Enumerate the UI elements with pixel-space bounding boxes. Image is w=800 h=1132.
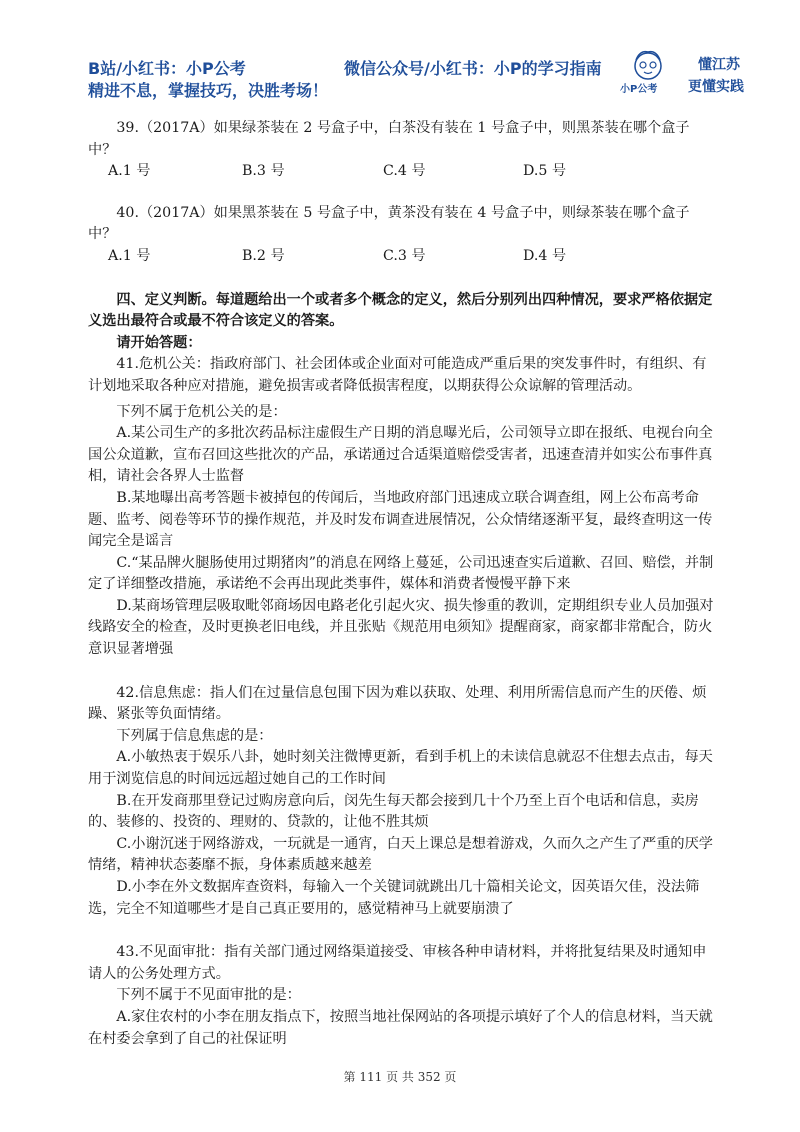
q42-question: 下列属于信息焦虑的是： — [116, 727, 273, 744]
q40-option-d: D.4 号 — [523, 247, 567, 264]
section-instruction: 四、定义判断。每道题给出一个或者多个概念的定义，然后分别列出四种情况，要求严格依据定义选出最符合或最不符合该定义的答案。 — [88, 291, 713, 330]
q43-definition: 43.不见面审批：指有关部门通过网络渠道接受、审核各种申请材料，并将批复结果及时通知申请人的公务处理方式。 — [88, 944, 707, 982]
slogan-line-1: 懂江苏 — [698, 57, 740, 73]
slogan-line-2: 更懂实践 — [688, 79, 744, 95]
q39-option-b: B.3 号 — [242, 163, 285, 180]
header-center — [344, 58, 602, 80]
q41-option-a: A.某公司生产的多批次药品标注虚假生产日期的消息曝光后，公司领导立即在报纸、电视台向全国公众道歉，宣布召回这些批次的产品，承诺通过合适渠道赔偿受害者，迅速查清并如实公布事件真相，请社会各界人士监督 — [88, 425, 713, 485]
header-brand: B站/小红书：小P公考 — [88, 59, 246, 78]
document-body — [88, 118, 714, 1050]
header-wechat: 微信公众号/小红书：小P的学习指南 — [344, 59, 602, 78]
header-slogan — [688, 54, 744, 98]
q40-stem: 40.（2017A）如果黑茶装在 5 号盒子中，黄茶没有装在 4 号盒子中，则绿茶装在哪个盒子中？ — [88, 204, 690, 243]
logo-caption: 小P公考 — [620, 84, 658, 95]
q40-option-a: A.1 号 — [108, 247, 151, 264]
q40-options — [88, 246, 714, 268]
q39-options — [88, 161, 714, 183]
q41-option-d: D.某商场管理层吸取毗邻商场因电路老化引起火灾、损失惨重的教训，定期组织专业人员加强对线路安全的检查，及时更换老旧电线，并且张贴《规范用电须知》提醒商家，商家都非常配合，防火意识显著增强 — [88, 597, 714, 658]
q42-option-a: A.小敏热衷于娱乐八卦，她时刻关注微博更新，看到手机上的未读信息就忍不住想去点击，每天用于浏览信息的时间远远超过她自己的工作时间 — [88, 749, 713, 788]
header-motto: 精进不息，掌握技巧，决胜考场！ — [88, 81, 329, 100]
q41-option-c: C.“某品牌火腿肠使用过期猪肉”的消息在网络上蔓延，公司迅速查实后道歉、召回、赔偿，并制定了详细整改措施，承诺绝不会再出现此类事件，媒体和消费者慢慢平静下来 — [88, 554, 714, 593]
q41-definition: 41.危机公关：指政府部门、社会团体或企业面对可能造成严重后果的突发事件时，有组织、有计划地采取各种应对措施，避免损害或者降低损害程度，以期获得公众谅解的管理活动。 — [88, 356, 707, 394]
q40-option-c: C.3 号 — [383, 247, 426, 264]
q42-option-d: D.小李在外文数据库查资料，每输入一个关键词就跳出几十篇相关论文，因英语欠佳，没法筛选，完全不知道哪些才是自己真正要用的，感觉精神马上就要崩溃了 — [88, 879, 700, 917]
q42-option-c: C.小谢沉迷于网络游戏，一玩就是一通宵，白天上课总是想着游戏，久而久之产生了严重的厌学情绪，精神状态萎靡不振，身体素质越来越差 — [88, 835, 713, 874]
q43-option-a: A.家住农村的小李在朋友指点下，按照当地社保网站的各项提示填好了个人的信息材料，当天就在村委会拿到了自己的社保证明 — [88, 1008, 713, 1047]
q39-option-a: A.1 号 — [108, 163, 151, 180]
section-start: 请开始答题： — [116, 334, 202, 351]
q41-question: 下列不属于危机公关的是： — [116, 403, 287, 420]
q41-option-b: B.某地曝出高考答题卡被掉包的传闻后，当地政府部门迅速成立联合调查组，网上公布高考命题、监考、阅卷等环节的操作规范，并及时发布调查进展情况，公众情绪逐渐平复，最终查明这一传闻完全是谣言 — [88, 489, 713, 550]
q42-option-b: B.在开发商那里登记过购房意向后，闵先生每天都会接到几十个乃至上百个电话和信息，卖房的、装修的、投资的、理财的、贷款的，让他不胜其烦 — [88, 792, 699, 831]
q42-definition: 42.信息焦虑：指人们在过量信息包围下因为难以获取、处理、利用所需信息而产生的厌倦、烦躁、紧张等负面情绪。 — [88, 684, 707, 723]
q40-option-b: B.2 号 — [242, 247, 285, 264]
q43-question: 下列不属于不见面审批的是： — [116, 987, 301, 1004]
page-header — [0, 0, 800, 110]
header-left — [88, 58, 328, 102]
q39-option-d: D.5 号 — [523, 163, 567, 180]
q39-stem: 39.（2017A）如果绿茶装在 2 号盒子中，白茶没有装在 1 号盒子中，则黑茶装在哪个盒子中？ — [88, 120, 690, 158]
q39-option-c: C.4 号 — [383, 163, 426, 180]
page-number: 第 111 页 共 352 页 — [343, 1070, 457, 1084]
